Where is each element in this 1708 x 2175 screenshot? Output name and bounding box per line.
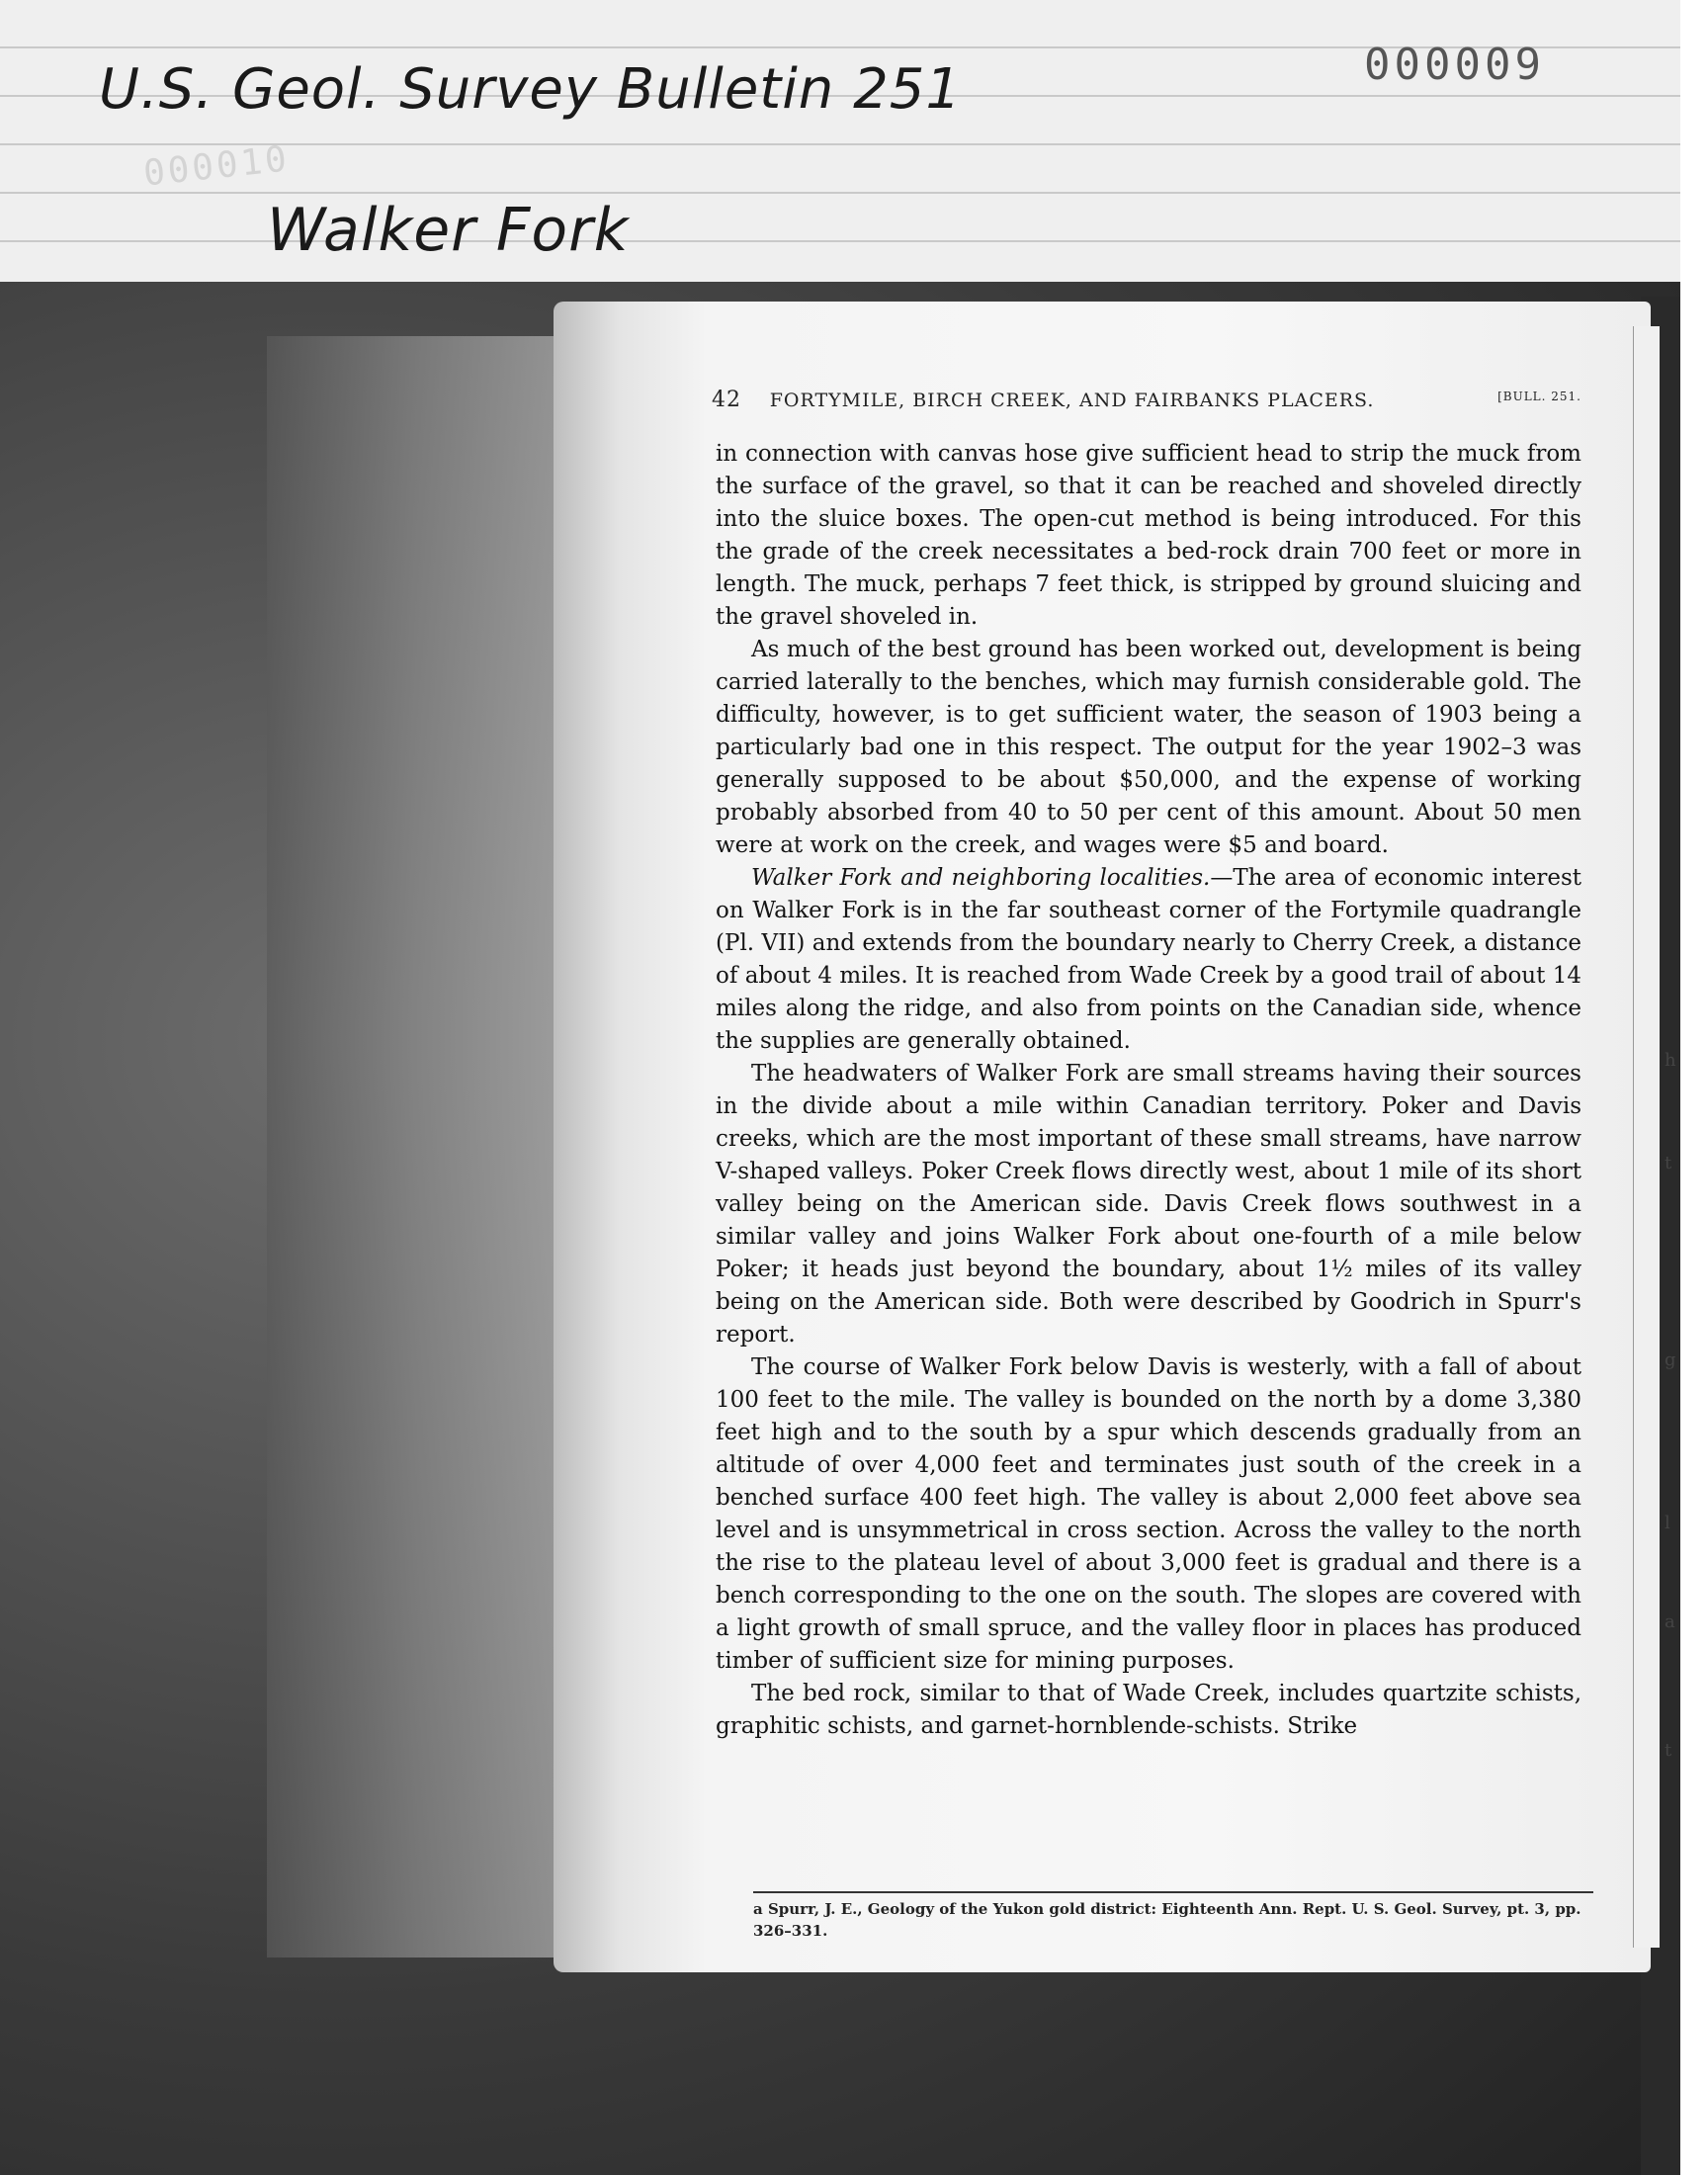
next-page-fragment: t [1665,1740,1672,1761]
footnote-rule [753,1891,1593,1893]
next-page-fragment: l [1665,1513,1670,1533]
next-page-edge [1633,326,1660,1948]
stamp-number: 000009 [1364,40,1545,90]
body-text [716,438,1581,1743]
next-page-fragment: h [1665,1050,1676,1071]
page-number: 42 [712,388,741,412]
paragraph-3 [716,862,1581,1058]
paragraph-1: in connection with canvas hose give sufficient head to strip the muck from the surface of the gravel, so that it can be reached and shoveled directly into the sluice boxes. The open-cut method is being introduced. For this the grade of the creek necessitates a bed-rock drain 700 feet or more in length. The muck, perhaps 7 feet thick, is stripped by ground sluicing and the gravel shoveled in. [716,441,1581,630]
bulletin-reference: [BULL. 251. [1497,390,1581,403]
book-gutter-shadow [267,336,563,1958]
running-title: FORTYMILE, BIRCH CREEK, AND FAIRBANKS PLACERS. [769,390,1375,411]
section-lead: Walker Fork and neighboring localities. [751,865,1211,891]
paragraph-6: The bed rock, similar to that of Wade Creek, includes quartzite schists, graphitic schists, and garnet-hornblende-schists. Strike [716,1681,1581,1739]
paragraph-3-text: —The area of economic interest on Walker Fork is in the far southeast corner of the Fortymile quadrangle (Pl. VII) and extends from the boundary nearly to Cherry Creek, a distance of about 4 miles. It is reached from Wade Creek by a good trail of about 14 miles along the ridge, and also from points on the Canadian side, whence the supplies are generally obtained. [716,865,1581,1054]
faint-stamp-number: 000010 [141,138,292,195]
handwritten-title: U.S. Geol. Survey Bulletin 251 [99,57,962,122]
next-page-fragment: t [1665,1153,1672,1174]
next-page-fragment: a [1665,1611,1675,1632]
footnote: a Spurr, J. E., Geology of the Yukon gold district: Eighteenth Ann. Rept. U. S. Geol. Survey, pt. 3, pp. 326–331. [753,1900,1581,1940]
paragraph-4: The headwaters of Walker Fork are small streams having their sources in the divide about a mile within Canadian territory. Poker and Davis creeks, which are the most important of these small streams, have narrow V-shaped valleys. Poker Creek flows directly west, about 1 mile of its short valley being on the American side. Davis Creek flows southwest in a similar valley and joins Walker Fork about one-fourth of a mile below Poker; it heads just beyond the boundary, about 1½ miles of its valley being on the American side. Both were described by Goodrich in Spurr's report. [716,1061,1581,1348]
handwritten-subtitle: Walker Fork [267,196,630,265]
running-header [712,388,1581,417]
paragraph-5: The course of Walker Fork below Davis is westerly, with a fall of about 100 feet to the mile. The valley is bounded on the north by a dome 3,380 feet high and to the south by a spur which descends gradually from an altitude of over 4,000 feet and terminates just south of the creek in a benched surface 400 feet high. The valley is about 2,000 feet above sea level and is unsymmetrical in cross section. Across the valley to the north the rise to the plateau level of about 3,000 feet is gradual and there is a bench corresponding to the one on the south. The slopes are covered with a light growth of small spruce, and the valley floor in places has produced timber of sufficient size for mining purposes. [716,1354,1581,1674]
paragraph-2: As much of the best ground has been worked out, development is being carried laterally to the benches, which may furnish considerable gold. The difficulty, however, is to get sufficient water, the season of 1903 being a particularly bad one in this respect. The output for the year 1902–3 was generally supposed to be about $50,000, and the expense of working probably absorbed from 40 to 50 per cent of this amount. About 50 men were at work on the creek, and wages were $5 and board. [716,637,1581,858]
next-page-fragment: g [1665,1349,1676,1370]
